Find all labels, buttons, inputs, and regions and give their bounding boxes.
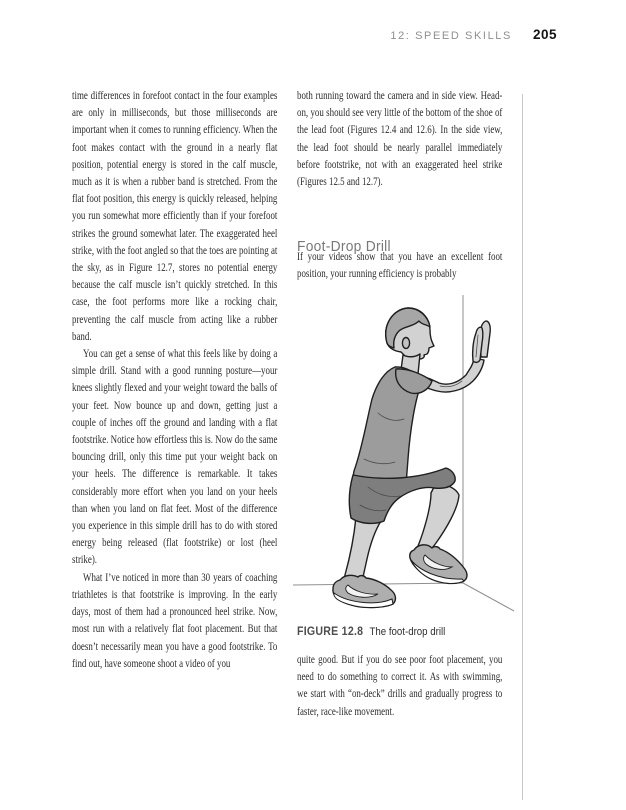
running-head: 12: SPEED SKILLS (390, 30, 512, 42)
floor-wall-diagonal (463, 583, 514, 611)
right-column-paragraph (297, 249, 502, 283)
body-paragraph: You can get a sense of what this feels like by doing a simple drill. Stand with a good running posture—your knees slightly flexed and your weight toward the balls of your feet. Now bounce up and down, getting just a couple of inches off the ground and landing with a flat footstrike. Notice how effortless this is. Now do the same bouncing drill, only this time put your weight back on your heels. The difference is remarkable. It takes considerably more effort when you land on your heels than when you land on flat feet. Most of the difference you experience in this simple drill has to do with stored energy being released (flat footstrike) or lost (heel strike). (72, 348, 278, 567)
page-number: 205 (532, 27, 557, 42)
right-column-paragraph (297, 88, 502, 191)
body-paragraph: both running toward the camera and in side view. Head-on, you should see very little of the bottom of the shoe of the lead foot (Figures 12.4 and 12.6). In the side view, the lead foot should be nearly parallel immediately before footstrike, not with an exaggerated heel strike (Figures 12.5 and 12.7). (297, 90, 503, 189)
figure-12-8 (290, 291, 525, 616)
figure-caption-label: FIGURE 12.8 (297, 624, 364, 638)
page-header (390, 27, 557, 42)
foot-drop-drill-illustration (290, 291, 525, 616)
left-column (72, 88, 277, 673)
body-paragraph: What I’ve noticed in more than 30 years of coaching triathletes is that footstrike is improving. In the early days, most of them had a pronounced heel strike. Now, most run with a relatively flat foot placement. But that doesn’t necessarily mean you have a good footstrike. To find out, have someone shoot a video of you (72, 571, 278, 670)
athlete-ear (402, 338, 409, 349)
athlete-front-leg (418, 483, 459, 552)
figure-caption-text: The foot-drop drill (369, 626, 446, 638)
figure-caption (297, 624, 445, 638)
body-paragraph: quite good. But if you do see poor foot placement, you need to do something to correct it. As with swimming, we start with “on-deck” drills and gradually progress to faster, race-like movement. (297, 654, 503, 718)
right-column-paragraph (297, 652, 502, 721)
section-heading-foot-drop-drill: Foot-Drop Drill (297, 238, 391, 256)
body-paragraph: time differences in forefoot contact in the four examples are only in milliseconds, but those milliseconds are important when it comes to running efficiency. When the foot makes contact with the ground in a nearly flat position, potential energy is stored in the calf muscle, much as it is when a rubber band is stretched. From the flat foot position, this energy is quickly released, helping you run somewhat more efficiently than if your forefoot strikes the ground somewhat later. The exaggerated heel strike, with the foot angled so that the toes are pointing at the sky, as in Figure 12.7, stores no potential energy because the calf muscle isn’t quickly stretched. In this case, the foot performs more like a rocking chair, preventing the calf muscle from acting like a rubber band. (72, 90, 278, 343)
body-paragraph: If your videos show that you have an excellent foot position, your running efficiency is probably (297, 251, 503, 281)
